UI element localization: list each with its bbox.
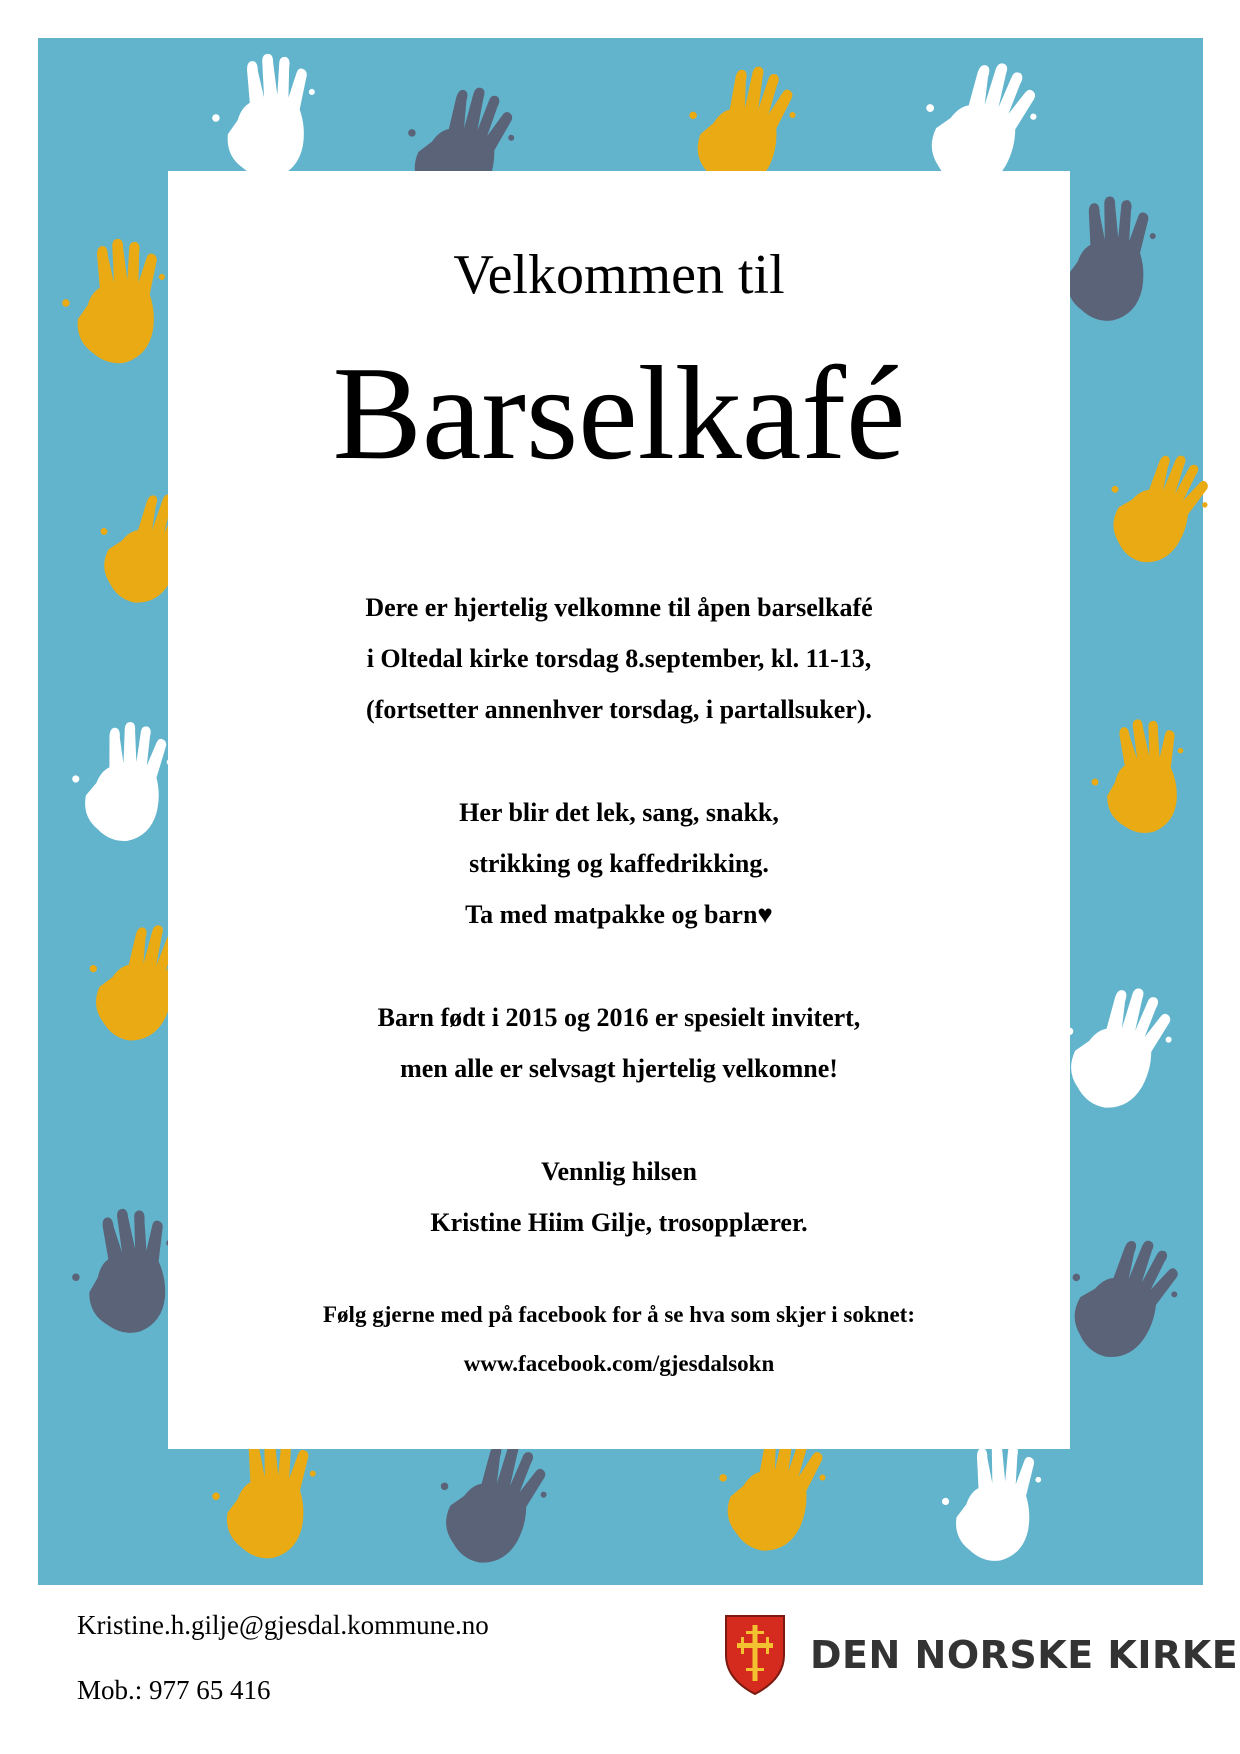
activities-line: Her blir det lek, sang, snakk, — [459, 798, 779, 827]
contact-phone: Mob.: 977 65 416 — [77, 1675, 271, 1705]
welcome-heading: Velkommen til — [453, 244, 785, 306]
invite-line: Dere er hjertelig velkomne til åpen barselkafé — [365, 593, 873, 622]
handprint-icon — [926, 1428, 1059, 1583]
children-line: Barn født i 2015 og 2016 er spesielt invitert, — [377, 1003, 861, 1032]
handprint-icon — [44, 226, 186, 385]
facebook-text: Følg gjerne med på facebook for å se hva som skjer i soknet: — [323, 1302, 915, 1327]
activities-paragraph — [168, 787, 1070, 940]
facebook-link[interactable]: www.facebook.com/gjesdalsokn — [463, 1351, 775, 1376]
children-paragraph — [168, 992, 1070, 1094]
contact-info — [77, 1593, 489, 1723]
invite-line: i Oltedal kirke torsdag 8.september, kl. 11-13, — [366, 644, 872, 673]
invite-line: (fortsetter annenhver torsdag, i partallsuker). — [366, 695, 872, 724]
invite-paragraph — [168, 582, 1070, 735]
invitation-text — [168, 582, 1070, 1388]
church-cross-shield-icon — [722, 1613, 788, 1697]
contact-email[interactable]: Kristine.h.gilje@gjesdal.kommune.no — [77, 1610, 489, 1640]
handprint-icon — [59, 710, 186, 859]
facebook-paragraph — [168, 1290, 1070, 1388]
activities-line: Ta med matpakke og barn♥ — [465, 900, 773, 929]
children-line: men alle er selvsagt hjertelig velkomne! — [400, 1054, 838, 1083]
church-logo — [722, 1612, 1239, 1698]
signature-greeting: Vennlig hilsen — [541, 1157, 697, 1186]
signature-paragraph — [168, 1146, 1070, 1248]
handprint-icon — [419, 1426, 561, 1585]
page-title: Barselkafé — [332, 339, 906, 487]
logo-text: DEN NORSKE KIRKE — [810, 1633, 1239, 1677]
signature-name: Kristine Hiim Gilje, trosopplærer. — [430, 1208, 808, 1237]
activities-line: strikking og kaffedrikking. — [469, 849, 769, 878]
